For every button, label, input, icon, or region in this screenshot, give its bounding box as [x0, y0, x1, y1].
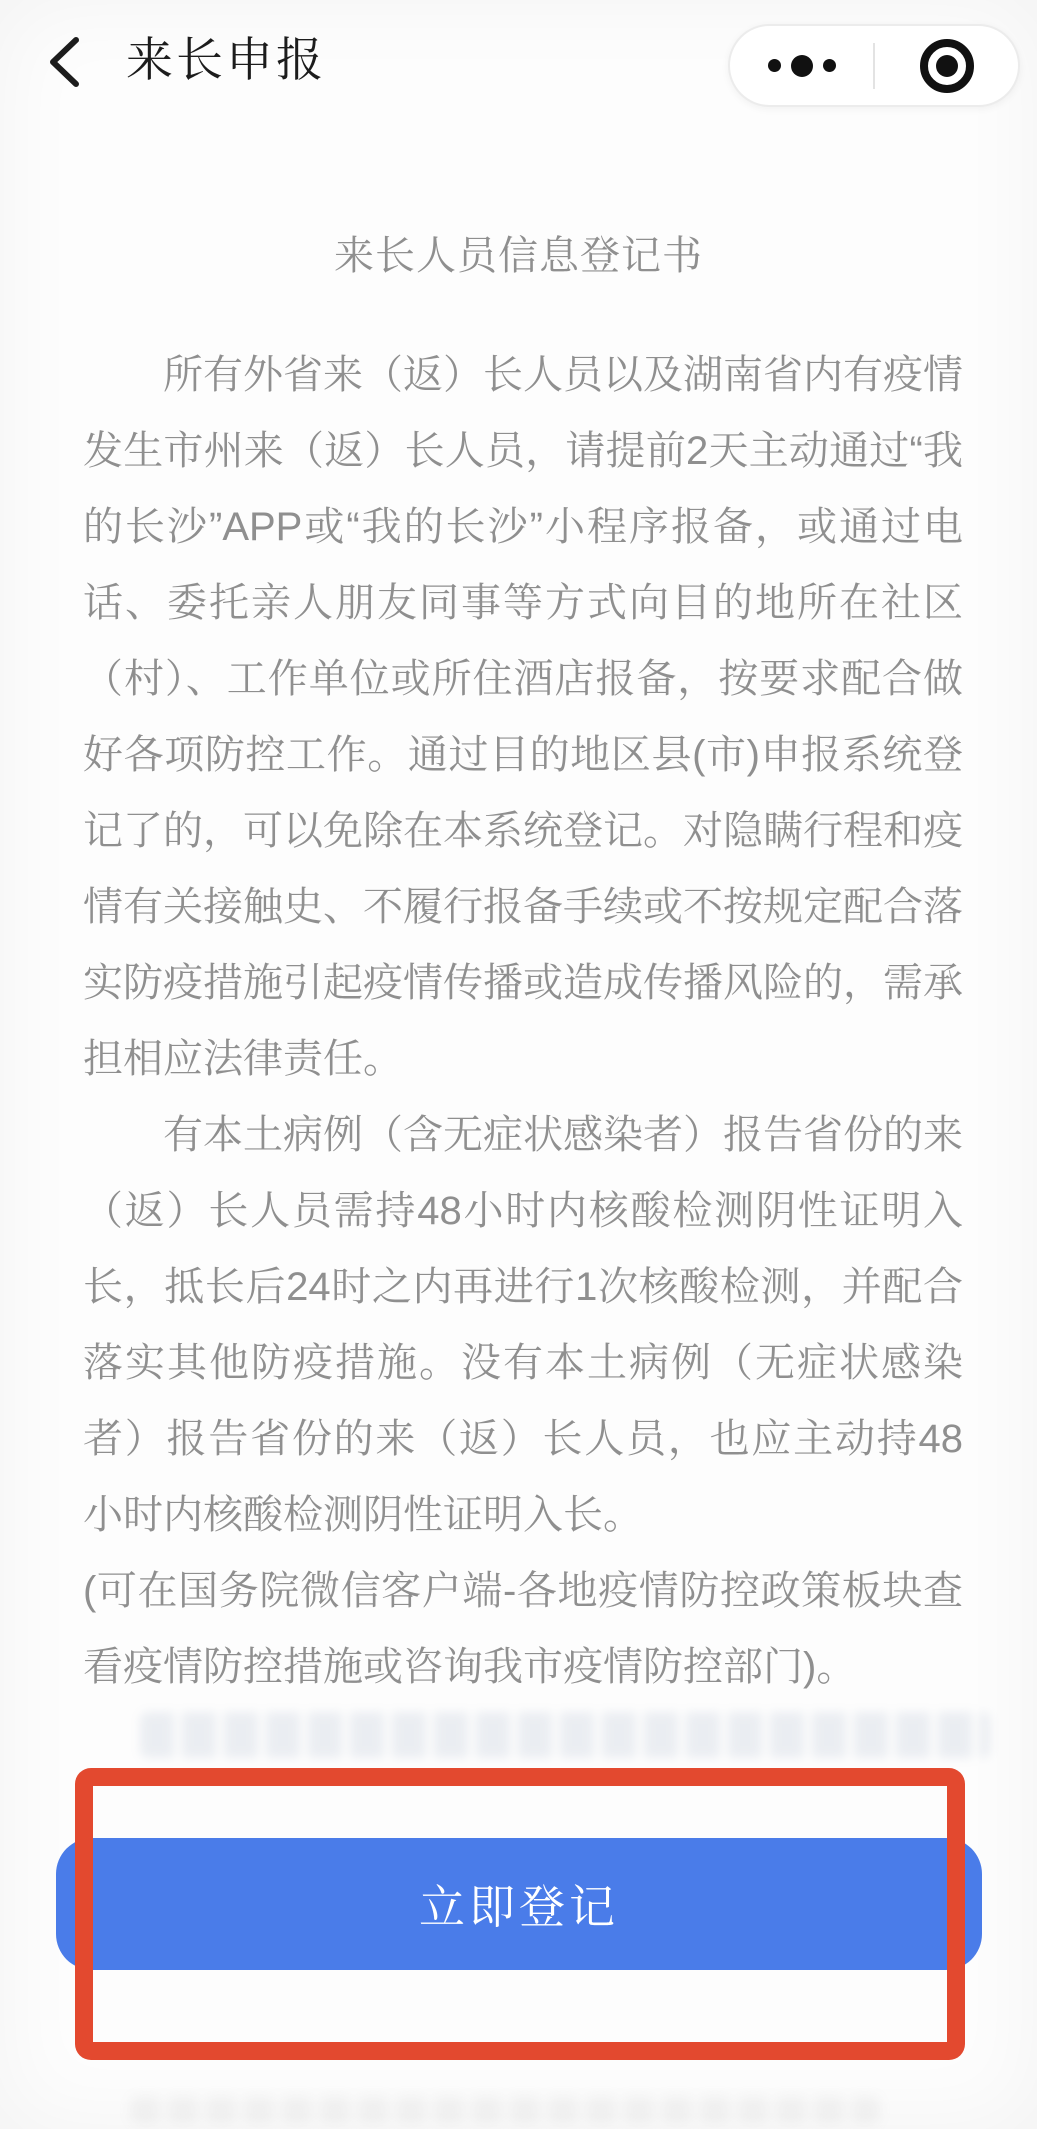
more-menu-button[interactable]	[730, 26, 873, 105]
faded-text-artifact	[140, 1712, 990, 1758]
wechat-capsule	[728, 24, 1020, 107]
target-circle-icon	[920, 39, 974, 93]
back-button[interactable]	[38, 34, 90, 90]
chevron-left-icon	[47, 36, 81, 88]
close-mini-program-button[interactable]	[875, 26, 1018, 105]
document-paragraph: 所有外省来（返）长人员以及湖南省内有疫情发生市州来（返）长人员，请提前2天主动通过“我的长沙”APP或“我的长沙”小程序报备，或通过电话、委托亲人朋友同事等方式向目的地所在社区（村）、工作单位或所住酒店报备，按要求配合做好各项防控工作。通过目的地区县(市)申报系统登记了的，可以免除在本系统登记。对隐瞒行程和疫情有关接触史、不履行报备手续或不按规定配合落实防疫措施引起疫情传播或造成传播风险的，需承担相应法律责任。	[83, 353, 963, 1081]
document-body	[83, 337, 963, 1705]
document-paragraph: (可在国务院微信客户端-各地疫情防控政策板块查看疫情防控措施或咨询我市疫情防控部门)。	[83, 1569, 963, 1689]
page-title: 来长申报	[126, 33, 326, 86]
faded-text-artifact	[130, 2096, 880, 2124]
document-paragraph: 有本土病例（含无症状感染者）报告省份的来（返）长人员需持48小时内核酸检测阴性证明入长，抵长后24时之内再进行1次核酸检测，并配合落实其他防疫措施。没有本土病例（无症状感染者）报告省份的来（返）长人员，也应主动持48小时内核酸检测阴性证明入长。	[83, 1113, 963, 1537]
register-now-button[interactable]: 立即登记	[56, 1838, 982, 1970]
three-dots-icon	[768, 55, 836, 77]
document-title: 来长人员信息登记书	[334, 234, 703, 278]
nav-bar	[0, 0, 1037, 120]
